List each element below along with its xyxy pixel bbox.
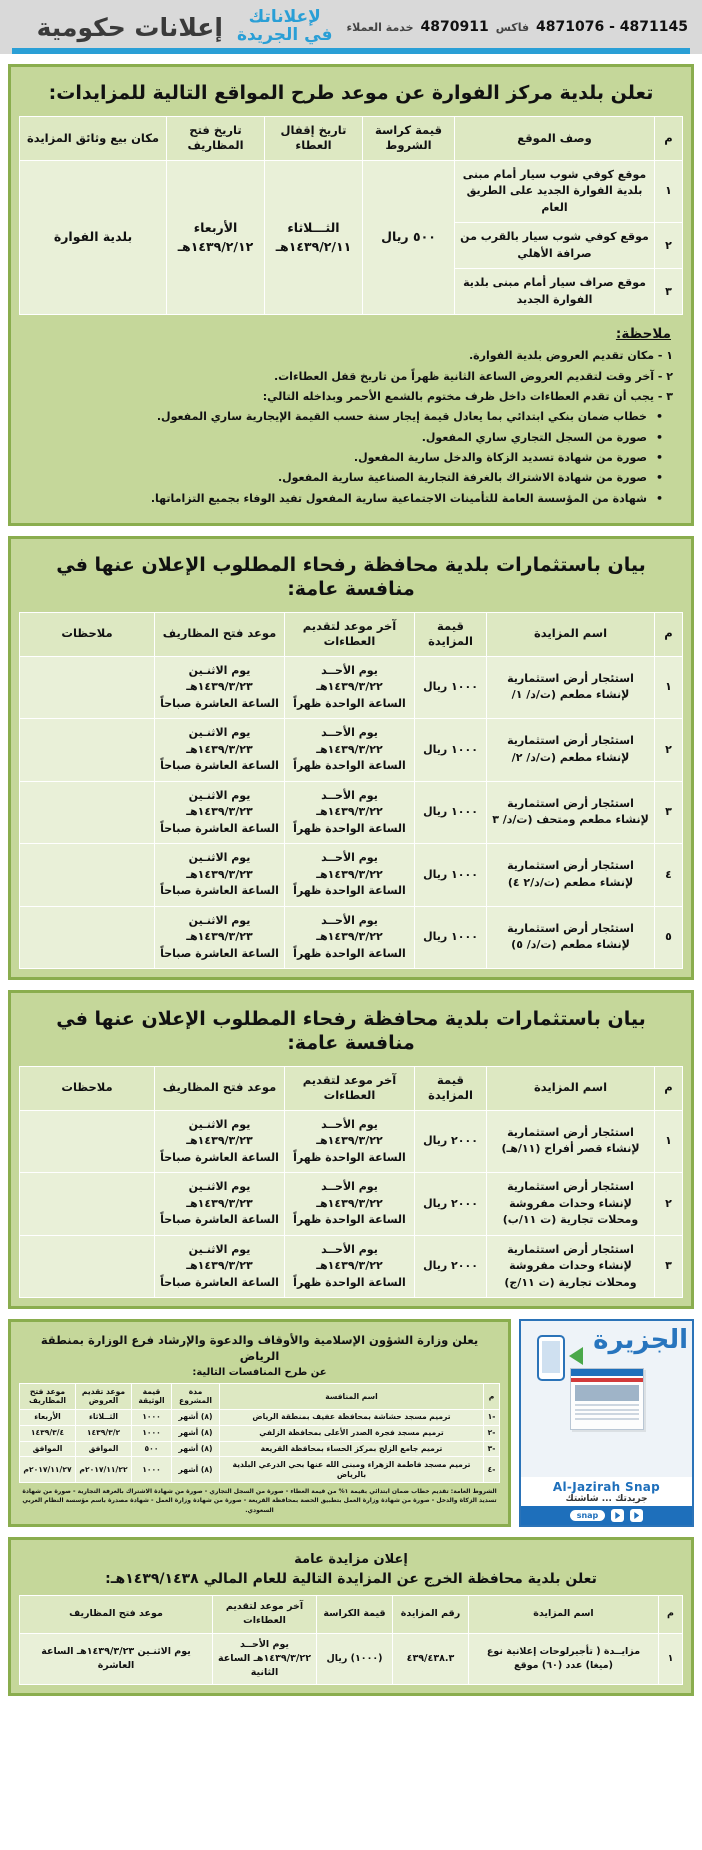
close-day: الثـــلاثاء <box>287 219 340 235</box>
col-name: اسم المنافسة <box>220 1384 484 1410</box>
row-index: ١ <box>655 656 683 719</box>
note-bullet: • صورة من شهادة الاشتراك بالغرفة التجارية الصناعية سارية المفعول. <box>25 468 647 488</box>
open-date: ١٤٣٩/٣/٢٣هـ <box>186 805 253 819</box>
row-name: ترميم مسجد فجرة الصدر الأعلى بمحافظة الزلفي <box>220 1425 484 1441</box>
col-price: قيمة الوثيقة <box>132 1384 172 1410</box>
deadline-time: الساعة الواحدة ظهراً <box>293 1150 406 1164</box>
row-index: ٣ <box>655 1235 683 1298</box>
row-index: -١ <box>484 1409 500 1425</box>
smartphone-icon <box>537 1335 565 1381</box>
open-day: يوم الاثنـين <box>188 663 251 677</box>
row-name: ترميم جامع الزلج بمركز الحساء بمحافظة القريعة <box>220 1441 484 1457</box>
section3-title: بيان باستثمارات بلدية محافظة رفحاء المطلوب الإعلان عنها في منافسة عامة: <box>56 1008 646 1054</box>
row-notes <box>20 1235 155 1298</box>
snap-store-bar <box>521 1506 692 1525</box>
masthead-tagline-line1: لإعلاناتك <box>248 7 321 28</box>
row-notes <box>20 1110 155 1173</box>
section3-table <box>19 1066 683 1299</box>
deadline-date: ١٤٣٩/٣/٢٢هـ <box>316 680 383 694</box>
open-date: ١٤٣٩/٣/٢٣هـ <box>186 867 253 881</box>
row-value: ٢٠٠٠ ريال <box>415 1173 487 1236</box>
table-header-row <box>20 116 683 160</box>
newspaper-accent-band <box>571 1378 643 1382</box>
open-date: ١٤٣٩/٣/٢٣هـ <box>186 680 253 694</box>
open-time: الساعة العاشرة صباحاً <box>160 1275 279 1289</box>
row-deadline <box>285 781 415 844</box>
col-deadline: آخر موعد لتقديم العطاءات <box>285 1066 415 1110</box>
deadline-day: يوم الأحــد <box>321 663 378 677</box>
row-index: -٤ <box>484 1457 500 1483</box>
final-table <box>19 1595 683 1685</box>
open-day: يوم الاثنـين <box>188 851 251 865</box>
row-name: ترميم مسجد حشاشة بمحافظة عفيف بمنطقة الرياض <box>220 1409 484 1425</box>
deadline-day: يوم الأحــد <box>321 726 378 740</box>
row-index: ١ <box>659 1633 683 1685</box>
row-location: موقع كوفي شوب سيار أمام مبنى بلدية الفوارة الجديد على الطريق العام <box>455 160 655 223</box>
arrow-right-icon <box>569 1347 583 1365</box>
snap-badge: snap <box>570 1510 606 1521</box>
col-name: اسم المزايدة <box>487 612 655 656</box>
row-open <box>155 906 285 969</box>
note-bullet: • صورة من السجل التجاري ساري المفعول. <box>25 428 647 448</box>
deadline-time: الساعة الواحدة ظهراً <box>293 821 406 835</box>
cell-close-date <box>265 160 363 315</box>
col-deadline: آخر موعد لتقديم العطاءات <box>213 1596 317 1634</box>
col-number: رقم المزايدة <box>393 1596 469 1634</box>
ministry-subtitle: عن طرح المنافسات التالية: <box>192 1367 327 1379</box>
row-open: ٢٠١٧/١١/٢٧م <box>20 1457 76 1483</box>
row-open <box>155 781 285 844</box>
section-rafha-investments-2 <box>8 990 694 1309</box>
row-price: ١٠٠٠ <box>132 1409 172 1425</box>
open-date: ١٤٣٩/٣/٢٣هـ <box>186 1134 253 1148</box>
note-item: ١ - مكان تقديم العروض بلدية الفوارة. <box>469 349 673 363</box>
row-price: ١٠٠٠ <box>132 1457 172 1483</box>
row-name: مزايــدة ( تأجيرلوحات إعلانية نوع (ميغا) عدد (٦٠) موقع <box>469 1633 659 1685</box>
col-notes: ملاحظات <box>20 612 155 656</box>
open-day: يوم الاثنـين <box>188 726 251 740</box>
final-title-line1: إعلان مزايدة عامة <box>294 1552 408 1568</box>
open-day: يوم الاثنـين <box>188 788 251 802</box>
row-deadline <box>285 1173 415 1236</box>
table-row <box>20 1173 683 1236</box>
ministry-column <box>8 1319 511 1527</box>
section-ministry-tenders <box>8 1319 511 1527</box>
masthead-tagline <box>237 9 333 45</box>
table-row <box>20 1441 500 1457</box>
row-notes <box>20 1173 155 1236</box>
table-row <box>20 844 683 907</box>
col-index: م <box>655 116 683 160</box>
note-bullet: • صورة من شهادة تسديد الزكاة والدخل سارية المفعول. <box>25 448 647 468</box>
col-value: قيمة المزايدة <box>415 612 487 656</box>
newspaper-text-line <box>575 1404 639 1406</box>
snap-brand-ar: جريدتك ... شاشتك <box>565 1494 648 1505</box>
row-notes <box>20 656 155 719</box>
deadline-day: يوم الأحــد <box>321 913 378 927</box>
row-number: ٤٣٩/٤٣٨.٣ <box>393 1633 469 1685</box>
deadline-time: الساعة الواحدة ظهراً <box>293 696 406 710</box>
newspaper-masthead-band <box>571 1369 643 1376</box>
table-row <box>20 1633 683 1685</box>
row-name: استئجار أرض استثمارية لإنشاء مطعم (ت/د/ ١/ <box>487 656 655 719</box>
row-deadline <box>213 1633 317 1685</box>
smartphone-screen <box>542 1341 560 1373</box>
open-time: الساعة العاشرة صباحاً <box>160 1213 279 1227</box>
row-deadline <box>285 656 415 719</box>
deadline-day: يوم الأحــد <box>321 851 378 865</box>
row-index: ٢ <box>655 719 683 782</box>
masthead <box>0 0 702 54</box>
section-kharj-auction <box>8 1537 694 1696</box>
table-row <box>20 1235 683 1298</box>
masthead-tagline-line2: في الجريدة <box>236 25 333 45</box>
open-day: يوم الاثنـين <box>188 1117 251 1131</box>
open-day: يوم الاثنـين <box>137 1645 191 1657</box>
table-header-row <box>20 1384 500 1410</box>
deadline-time: الساعة الثانية <box>218 1652 279 1679</box>
row-open: الموافق <box>20 1441 76 1457</box>
deadline-date: ١٤٣٩/٣/٢٢هـ <box>253 1652 311 1664</box>
row-location: موقع كوفي شوب سيار بالقرب من صرافة الأهلي <box>455 223 655 269</box>
row-deadline <box>285 906 415 969</box>
cell-sale-place: بلدية الفوارة <box>20 160 167 315</box>
open-time: الساعة العاشرة صباحاً <box>160 696 279 710</box>
table-header-row <box>20 612 683 656</box>
row-submit: الموافق <box>76 1441 132 1457</box>
table-row <box>20 656 683 719</box>
col-name: اسم المزايدة <box>487 1066 655 1110</box>
snap-advertisement[interactable] <box>519 1319 694 1527</box>
section-rafha-investments-1 <box>8 536 694 980</box>
open-time: الساعة العاشرة صباحاً <box>160 884 279 898</box>
deadline-day: يوم الأحــد <box>321 788 378 802</box>
table-row <box>20 160 683 223</box>
row-open: ١٤٣٩/٣/٤ <box>20 1425 76 1441</box>
row-name: استئجار أرض استثمارية لإنشاء مطعم (ت/د/٢ ٤) <box>487 844 655 907</box>
col-open: موعد فتح المظاريف <box>20 1596 213 1634</box>
fax-label: فاكس <box>495 21 530 34</box>
col-value: قيمة المزايدة <box>415 1066 487 1110</box>
note-item: ٢ - آخر وقت لتقديم العروض الساعة الثانية ظهراً من تاريخ قفل العطاءات. <box>273 369 673 383</box>
table-row <box>20 1409 500 1425</box>
snap-brand-block <box>521 1477 692 1506</box>
ministry-and-ad-row <box>8 1319 694 1527</box>
table-row <box>20 1110 683 1173</box>
deadline-time: الساعة الواحدة ظهراً <box>293 946 406 960</box>
open-date: ١٤٣٩/٣/٢٣هـ <box>76 1645 135 1657</box>
masthead-contact <box>346 19 688 35</box>
masthead-accent-rule <box>12 48 690 54</box>
cell-open-date <box>167 160 265 315</box>
google-play-icon[interactable] <box>611 1509 624 1522</box>
col-close-date: تاريخ إقفال العطاء <box>265 116 363 160</box>
deadline-time: الساعة الواحدة ظهراً <box>293 1213 406 1227</box>
row-open: الأربعاء <box>20 1409 76 1425</box>
row-name: استئجار أرض استثمارية لإنشاء مطعم (ت/د/ ٥) <box>487 906 655 969</box>
col-index: م <box>484 1384 500 1410</box>
section2-title: بيان باستثمارات بلدية محافظة رفحاء المطلوب الإعلان عنها في منافسة عامة: <box>56 554 646 600</box>
masthead-title: إعلانات حكومية <box>36 12 223 42</box>
note-item: ٣ - يجب أن تقدم العطاءات داخل ظرف مختوم بالشمع الأحمر وبداخله التالي: <box>262 389 673 403</box>
row-name: استئجار أرض استثمارية لإنشاء مطعم (ت/د/ ٢/ <box>487 719 655 782</box>
table-row <box>20 781 683 844</box>
open-day: يوم الاثنـين <box>188 913 251 927</box>
open-time: الساعة العاشرة صباحاً <box>160 821 279 835</box>
open-time: الساعة العاشرة صباحاً <box>160 759 279 773</box>
row-duration: (٨) أشهر <box>172 1425 220 1441</box>
ministry-conditions-footer: الشروط العامة: تقديم خطاب ضمان ابتدائي بقيمة ١% من قيمة العطاء - صورة من السجل التجاري - صورة من شهادة الاشتراك بالغرفة التجارية - صورة من شهادة تسديد الزكاة والدخل - صورة من شهادة وزارة العمل بتطبيق الحصة بمحافظة القريعة - صورة من شهادة وزارة العمل - شهادة مصدرة باسم مؤسسة النظام العربي السعودي. <box>22 1488 497 1514</box>
row-name: ترميم مسجد فاطمة الزهراء ومبنى الله عنها بحي الدرعي البلدية بالرياض <box>220 1457 484 1483</box>
notes-bullet-list <box>25 407 673 509</box>
newspaper-text-line <box>575 1409 639 1411</box>
open-date: ١٤٣٩/٣/٢٣هـ <box>186 930 253 944</box>
ministry-table <box>19 1383 500 1483</box>
col-price: قيمة الكراسة <box>317 1596 393 1634</box>
section2-table <box>19 612 683 970</box>
customer-service-label: خدمة العملاء <box>346 21 414 34</box>
row-index: ٢ <box>655 223 683 269</box>
row-name: استئجار أرض استثمارية لإنشاء وحدات مفروشة ومحلات تجارية (ت ١١/ج) <box>487 1235 655 1298</box>
row-name: استئجار أرض استثمارية لإنشاء وحدات مفروشة ومحلات تجارية (ت ١١/ب) <box>487 1173 655 1236</box>
newspaper-text-line <box>575 1418 639 1420</box>
row-index: ٥ <box>655 906 683 969</box>
section-fawwarah-auction <box>8 64 694 526</box>
deadline-date: ١٤٣٩/٣/٢٢هـ <box>316 867 383 881</box>
note-bullet: • شهادة من المؤسسة العامة للتأمينات الاجتماعية سارية المفعول تفيد الوفاء بجميع التزاماتها. <box>25 489 647 509</box>
row-deadline <box>285 844 415 907</box>
col-open: موعد فتح المظاريف <box>155 612 285 656</box>
open-time: الساعة العاشرة صباحاً <box>160 1150 279 1164</box>
row-value: ١٠٠٠ ريال <box>415 656 487 719</box>
fax-numbers: 4871145 - 4871076 <box>536 19 688 35</box>
open-date: ١٤٣٩/٣/٢٣هـ <box>186 1259 253 1273</box>
cell-booklet-price: ٥٠٠ ريال <box>363 160 455 315</box>
row-notes <box>20 719 155 782</box>
newspaper-icon <box>570 1368 644 1430</box>
deadline-date: ١٤٣٩/٣/٢٢هـ <box>316 930 383 944</box>
snap-ad-illustration <box>521 1321 692 1477</box>
row-value: ١٠٠٠ ريال <box>415 844 487 907</box>
row-price: ٥٠٠ <box>132 1441 172 1457</box>
row-index: -٣ <box>484 1441 500 1457</box>
deadline-day: يوم الأحــد <box>240 1638 289 1650</box>
row-duration: (٨) أشهر <box>172 1409 220 1425</box>
deadline-date: ١٤٣٩/٣/٢٢هـ <box>316 1134 383 1148</box>
customer-service-number: 4870911 <box>420 19 489 35</box>
row-name: استئجار أرض استثمارية لإنشاء مطعم ومتحف (ت/د/ ٣ <box>487 781 655 844</box>
col-open: موعد فتح المظاريف <box>155 1066 285 1110</box>
row-open <box>155 719 285 782</box>
open-day: يوم الاثنـين <box>188 1180 251 1194</box>
open-date: ١٤٣٩/٣/٢٣هـ <box>186 742 253 756</box>
ministry-title: يعلن وزارة الشؤون الإسلامية والأوقاف والدعوة والإرشاد فرع الوزارة بمنطقة الرياض <box>40 1333 479 1363</box>
deadline-time: الساعة الواحدة ظهراً <box>293 759 406 773</box>
table-row <box>20 1457 500 1483</box>
col-index: م <box>655 1066 683 1110</box>
row-index: ١ <box>655 160 683 223</box>
al-jazirah-logo: الجزيرة <box>593 1325 688 1356</box>
row-deadline <box>285 1110 415 1173</box>
col-submit: موعد تقديم العروض <box>76 1384 132 1410</box>
col-index: م <box>655 612 683 656</box>
app-store-icon[interactable] <box>630 1509 643 1522</box>
row-location: موقع صراف سيار أمام مبنى بلدية الفوارة الجديد <box>455 269 655 315</box>
col-name: اسم المزايدة <box>469 1596 659 1634</box>
table-row <box>20 719 683 782</box>
row-submit: ١٤٣٩/٣/٢ <box>76 1425 132 1441</box>
deadline-day: يوم الأحــد <box>321 1117 378 1131</box>
deadline-date: ١٤٣٩/٣/٢٢هـ <box>316 1196 383 1210</box>
row-value: ١٠٠٠ ريال <box>415 781 487 844</box>
open-day: الأربعاء <box>193 219 238 235</box>
deadline-time: الساعة الواحدة ظهراً <box>293 1275 406 1289</box>
open-day: يوم الاثنـين <box>188 1242 251 1256</box>
deadline-date: ١٤٣٩/٣/٢٢هـ <box>316 1259 383 1273</box>
deadline-date: ١٤٣٩/٣/٢٢هـ <box>316 742 383 756</box>
close-date: ١٤٣٩/٢/١١هـ <box>275 238 352 254</box>
row-index: ٣ <box>655 781 683 844</box>
col-open: موعد فتح المظاريف <box>20 1384 76 1410</box>
row-open <box>20 1633 213 1685</box>
row-submit: الثــلاثاء <box>76 1409 132 1425</box>
row-value: ٢٠٠٠ ريال <box>415 1110 487 1173</box>
section1-title: تعلن بلدية مركز الفوارة عن موعد طرح المواقع التالية للمزايدات: <box>48 82 654 104</box>
open-time: الساعة العاشرة <box>41 1645 135 1672</box>
deadline-date: ١٤٣٩/٣/٢٢هـ <box>316 805 383 819</box>
row-open <box>155 656 285 719</box>
section1-notes <box>19 315 683 515</box>
row-index: ٣ <box>655 269 683 315</box>
row-value: ٢٠٠٠ ريال <box>415 1235 487 1298</box>
row-duration: (٨) أشهر <box>172 1441 220 1457</box>
row-index: ٤ <box>655 844 683 907</box>
row-value: ١٠٠٠ ريال <box>415 906 487 969</box>
row-index: -٢ <box>484 1425 500 1441</box>
row-price: ١٠٠٠ <box>132 1425 172 1441</box>
notes-title: ملاحظة: <box>615 326 671 343</box>
col-location: وصف الموقع <box>455 116 655 160</box>
row-name: استئجار أرض استثمارية لإنشاء قصر أفراح (١١/هـ) <box>487 1110 655 1173</box>
row-open <box>155 1110 285 1173</box>
col-index: م <box>659 1596 683 1634</box>
open-date: ١٤٣٩/٣/٢٣هـ <box>186 1196 253 1210</box>
open-time: الساعة العاشرة صباحاً <box>160 946 279 960</box>
col-open-date: تاريخ فتح المظاريف <box>167 116 265 160</box>
snap-brand-en: Al-Jazirah Snap <box>552 1480 661 1495</box>
deadline-day: يوم الأحــد <box>321 1180 378 1194</box>
note-bullet: • خطاب ضمان بنكي ابتدائي بما يعادل قيمة إيجار سنة حسب القيمة الإيجارية ساري المفعول. <box>25 407 647 427</box>
row-duration: (٨) أشهر <box>172 1457 220 1483</box>
row-value: ١٠٠٠ ريال <box>415 719 487 782</box>
col-notes: ملاحظات <box>20 1066 155 1110</box>
row-deadline <box>285 1235 415 1298</box>
col-booklet: قيمة كراسة الشروط <box>363 116 455 160</box>
row-index: ٢ <box>655 1173 683 1236</box>
deadline-day: يوم الأحــد <box>321 1242 378 1256</box>
row-index: ١ <box>655 1110 683 1173</box>
table-row <box>20 906 683 969</box>
row-deadline <box>285 719 415 782</box>
table-row <box>20 1425 500 1441</box>
open-date: ١٤٣٩/٢/١٢هـ <box>177 238 254 254</box>
deadline-time: الساعة الواحدة ظهراً <box>293 884 406 898</box>
table-header-row <box>20 1596 683 1634</box>
row-open <box>155 844 285 907</box>
newspaper-photo-block <box>575 1385 639 1401</box>
row-notes <box>20 844 155 907</box>
final-title-line2: تعلن بلدية محافظة الخرج عن المزايدة التالية للعام المالي ١٤٣٩/١٤٣٨هـ: <box>105 1571 597 1588</box>
row-notes <box>20 781 155 844</box>
col-duration: مدة المشروع <box>172 1384 220 1410</box>
row-open <box>155 1235 285 1298</box>
row-price: (١٠٠٠) ريال <box>317 1633 393 1685</box>
row-notes <box>20 906 155 969</box>
col-sale-place: مكان بيع وثائق المزايدة <box>20 116 167 160</box>
row-submit: ٢٠١٧/١١/٢٢م <box>76 1457 132 1483</box>
snap-ad-column <box>519 1319 694 1527</box>
section1-table <box>19 116 683 316</box>
table-header-row <box>20 1066 683 1110</box>
newspaper-text-line <box>575 1413 639 1415</box>
row-open <box>155 1173 285 1236</box>
col-deadline: آخر موعد لتقديم العطاءات <box>285 612 415 656</box>
